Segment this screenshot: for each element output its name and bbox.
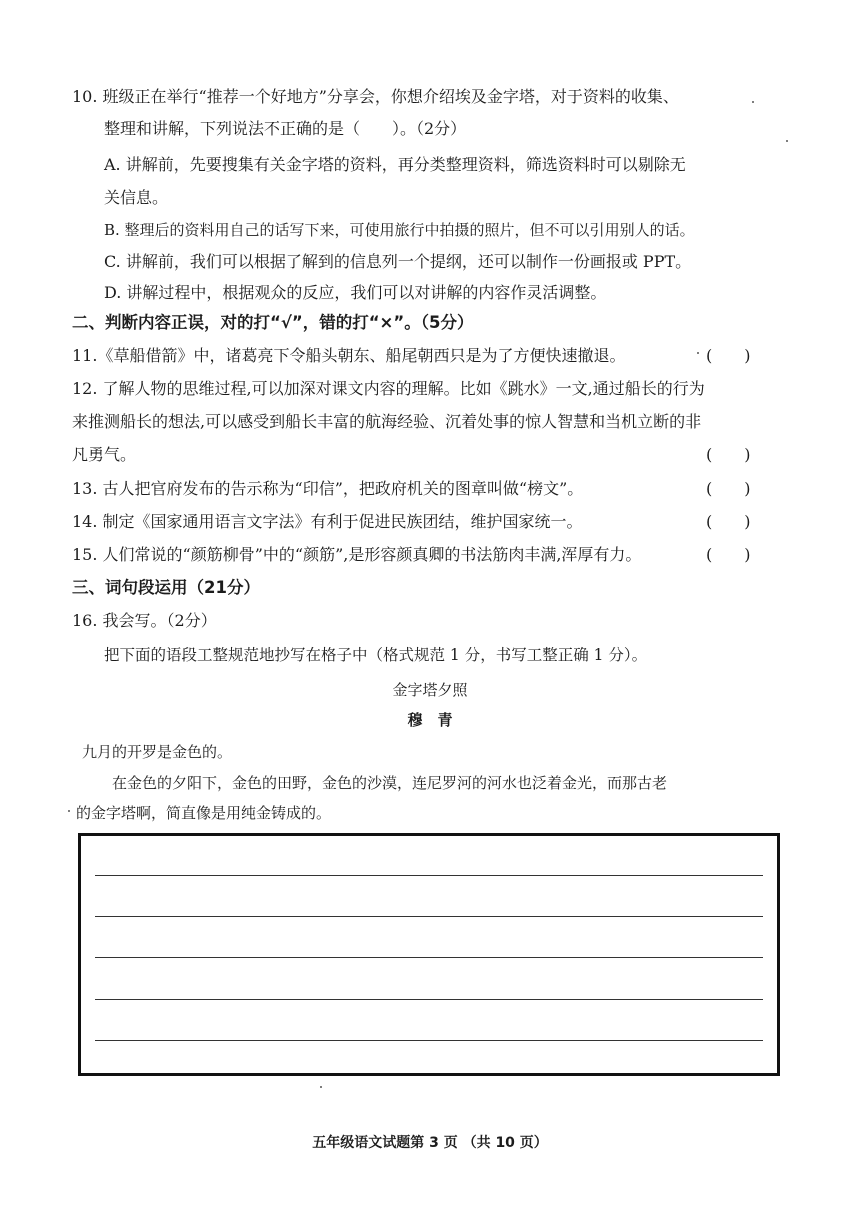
writing-line-5 (95, 1040, 763, 1041)
page-footer: 五年级语文试题第 3 页 （共 10 页） (312, 1135, 548, 1151)
q10-option-a-line2: 关信息。 (104, 188, 169, 207)
copy-writing-box[interactable] (78, 833, 780, 1076)
q13-text: 13. 古人把官府发布的告示称为“印信”，把政府机关的图章叫做“榜文”。 (72, 479, 584, 498)
writing-line-1 (95, 875, 763, 876)
section2-title: 二、判断内容正误，对的打“√”，错的打“×”。（5分） (72, 313, 474, 332)
q11-text: 11.《草船借箭》中，诸葛亮下令船头朝东、船尾朝西只是为了方便快速撤退。 (72, 346, 626, 365)
q14-text: 14. 制定《国家通用语言文字法》有利于促进民族团结，维护国家统一。 (72, 512, 583, 531)
passage-paragraph1: 九月的开罗是金色的。 (82, 743, 233, 761)
q12-answer-paren: ( ) (706, 445, 751, 464)
passage-title: 金字塔夕照 (392, 681, 468, 699)
q11-answer-paren: ( ) (706, 346, 751, 365)
q12-line1: 12. 了解人物的思维过程,可以加深对课文内容的理解。比如《跳水》一文,通过船长的行为 (72, 379, 705, 398)
q13-answer-paren: ( ) (706, 479, 751, 498)
q12-line2: 来推测船长的想法,可以感受到船长丰富的航海经验、沉着处事的惊人智慧和当机立断的非 (72, 412, 702, 431)
scan-speck (752, 101, 754, 103)
writing-line-4 (95, 999, 763, 1000)
writing-line-3 (95, 957, 763, 958)
q12-line3: 凡勇气。 (72, 445, 137, 464)
q10-option-d: D. 讲解过程中，根据观众的反应，我们可以对讲解的内容作灵活调整。 (104, 283, 607, 302)
scan-speck (68, 810, 70, 812)
passage-paragraph2-line2: 的金字塔啊，简直像是用纯金铸成的。 (76, 804, 332, 822)
passage-author: 穆 青 (407, 711, 453, 729)
scan-speck (697, 352, 699, 354)
passage-paragraph2-line1: 在金色的夕阳下，金色的田野，金色的沙漠，连尼罗河的河水也泛着金光，而那古老 (112, 774, 668, 792)
scan-speck (786, 140, 788, 142)
section3-title: 三、词句段运用（21分） (72, 578, 260, 597)
writing-line-2 (95, 916, 763, 917)
q16-instruction: 把下面的语段工整规范地抄写在格子中（格式规范 1 分，书写工整正确 1 分）。 (104, 646, 648, 664)
q15-answer-paren: ( ) (706, 545, 751, 564)
q16-text: 16. 我会写。（2分） (72, 611, 217, 630)
q10-line2: 整理和讲解，下列说法不正确的是（ ）。（2分） (104, 119, 467, 138)
q10-option-c: C. 讲解前，我们可以根据了解到的信息列一个提纲，还可以制作一份画报或 PPT。 (104, 252, 692, 271)
q15-text: 15. 人们常说的“颜筋柳骨”中的“颜筋”,是形容颜真卿的书法筋肉丰满,浑厚有力。 (72, 545, 642, 564)
scan-speck (320, 1086, 322, 1088)
q10-option-a-line1: A. 讲解前，先要搜集有关金字塔的资料，再分类整理资料，筛选资料时可以剔除无 (104, 155, 686, 174)
q14-answer-paren: ( ) (706, 512, 751, 531)
q10-option-b: B. 整理后的资料用自己的话写下来，可使用旅行中拍摄的照片，但不可以引用别人的话。 (104, 221, 695, 239)
q10-line1: 10. 班级正在举行“推荐一个好地方”分享会，你想介绍埃及金字塔，对于资料的收集、 (72, 87, 679, 106)
